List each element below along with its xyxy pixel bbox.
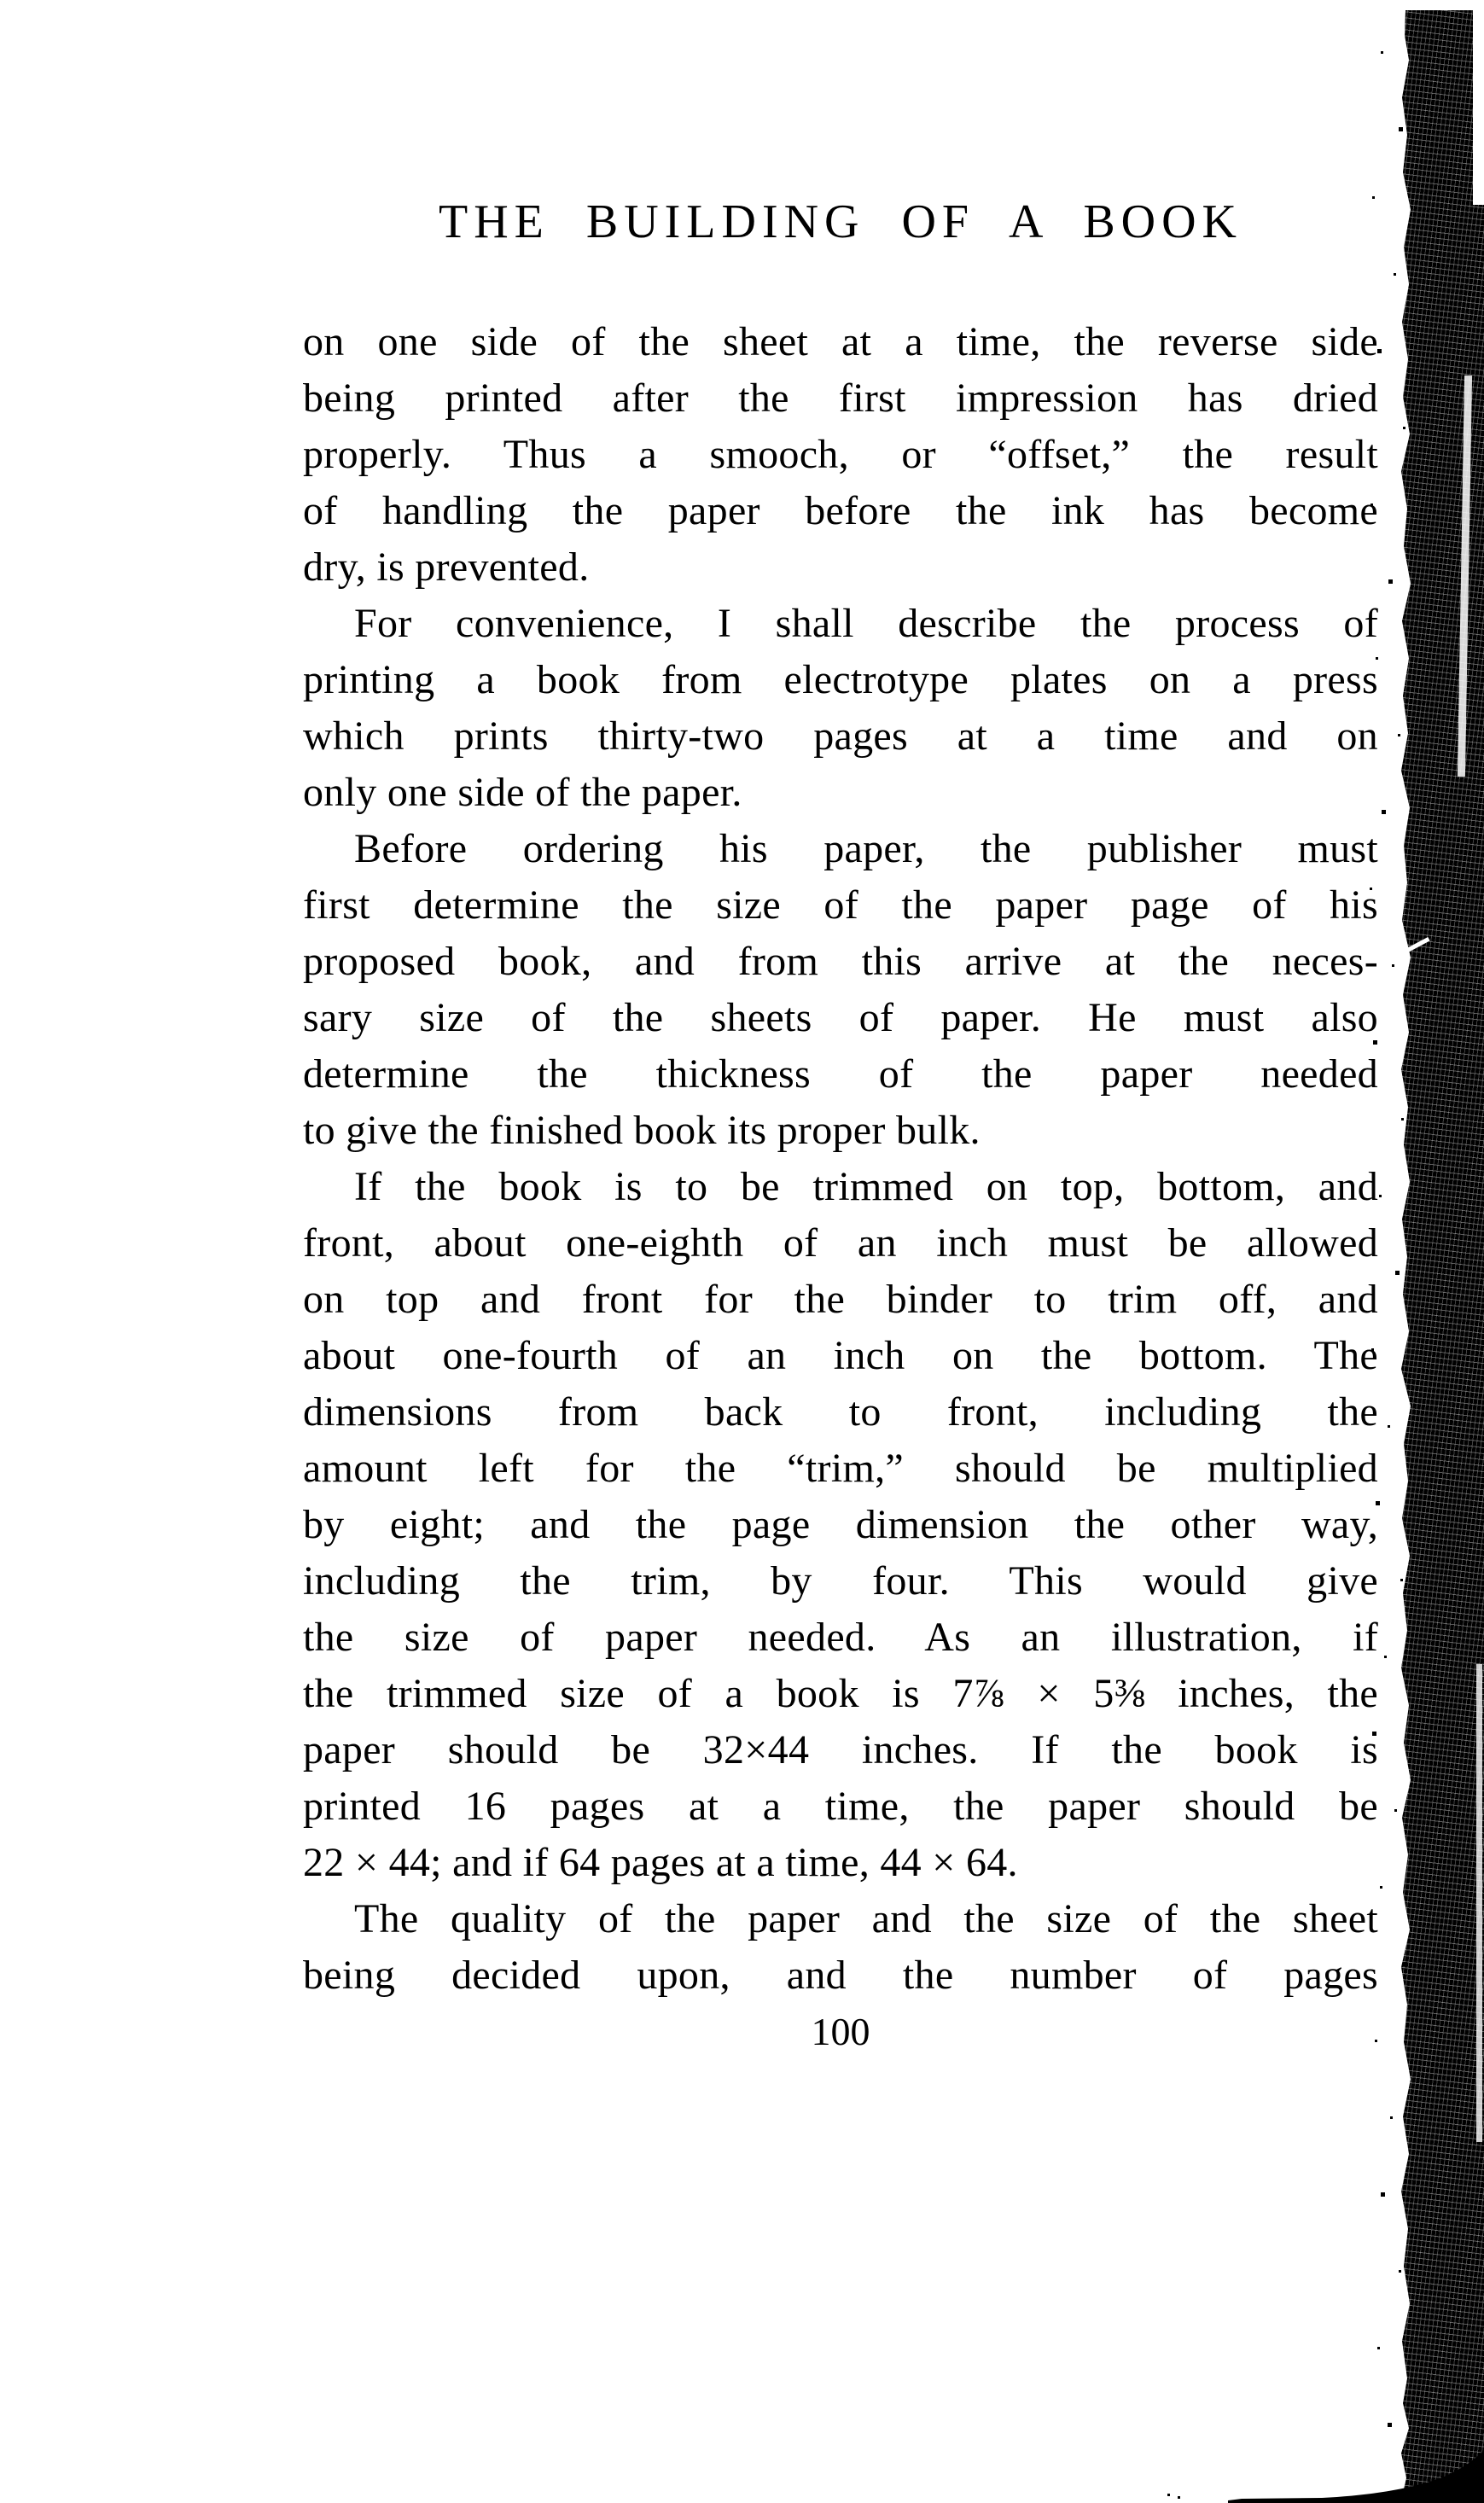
text-line: to give the finished book its proper bulk. [303,1108,981,1153]
text-line: amount left for the “trim,” should be multiplied [303,1446,1378,1491]
text-line: The quality of the paper and the size of the sheet [354,1896,1378,1941]
text-line: sary size of the sheets of paper. He must also [303,995,1378,1040]
text-line: only one side of the paper. [303,770,742,815]
text-line: on top and front for the binder to trim off, and [303,1277,1378,1322]
text-line: including the trim, by four. This would give [303,1558,1378,1604]
text-line: by eight; and the page dimension the other way, [303,1502,1378,1547]
text-line: of handling the paper before the ink has become [303,488,1378,533]
text-line: For convenience, I shall describe the process of [354,601,1378,646]
text-line: which prints thirty-two pages at a time and on [303,713,1378,759]
text-line: properly. Thus a smooch, or “offset,” the result [303,432,1378,477]
text-line: being printed after the first impression has dried [303,375,1378,421]
text-line: the trimmed size of a book is 7⅞ × 5⅜ inches, the [303,1671,1378,1716]
text-line: being decided upon, and the number of pages [303,1953,1378,1998]
text-line: proposed book, and from this arrive at the neces- [303,939,1378,984]
text-line: dry, is prevented. [303,544,590,590]
text-line: Before ordering his paper, the publisher must [354,826,1378,871]
page-header: THE BUILDING OF A BOOK [439,195,1242,248]
text-line: the size of paper needed. As an illustration, if [303,1615,1378,1660]
text-line: If the book is to be trimmed on top, bottom, and [354,1164,1378,1209]
text-line: first determine the size of the paper page of his [303,882,1378,928]
scan-specks [1365,0,1368,3]
page-number: 100 [811,2010,870,2053]
scan-bottom-edge [1228,2450,1484,2503]
text-line: determine the thickness of the paper needed [303,1051,1378,1097]
scan-white-gap [1476,1664,1482,2142]
text-line: dimensions from back to front, including the [303,1389,1378,1435]
text-line: 22 × 44; and if 64 pages at a time, 44 × 64. [303,1840,1018,1885]
scan-white-gap [1473,0,1484,205]
text-line: printed 16 pages at a time, the paper should be [303,1784,1378,1829]
text-line: about one-fourth of an inch on the bottom. The [303,1333,1378,1378]
text-line: on one side of the sheet at a time, the reverse side [303,319,1378,364]
text-block [303,314,1378,2004]
text-line: paper should be 32×44 inches. If the book is [303,1727,1378,1772]
text-line: printing a book from electrotype plates on a press [303,657,1378,702]
text-line: front, about one-eighth of an inch must be allowed [303,1220,1378,1266]
